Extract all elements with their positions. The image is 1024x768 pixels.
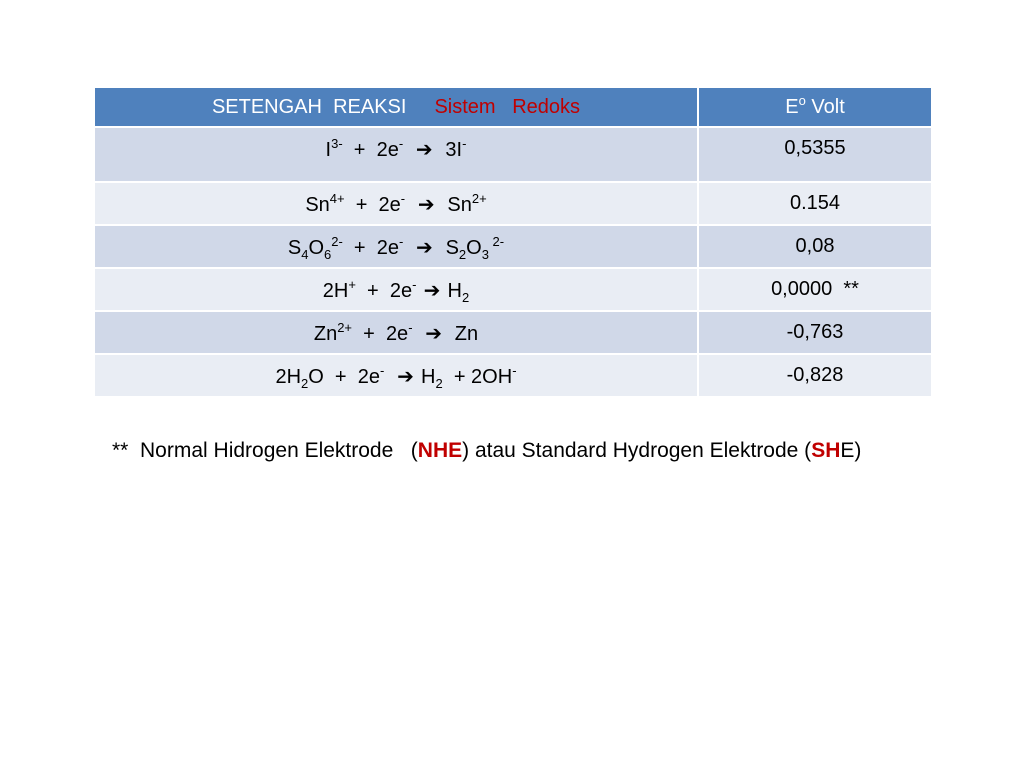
reaction-text: I: [325, 139, 332, 161]
reaction-text: O: [308, 237, 325, 259]
footnote-lead: ** Normal Hidrogen Elektrode (: [112, 439, 418, 462]
reaction-text: H: [421, 366, 436, 388]
potential-value: 0,5355: [698, 127, 932, 182]
reaction-text: S: [287, 237, 302, 259]
reaction-subscript: 3: [481, 247, 489, 262]
reaction-text: + 2e: [342, 139, 399, 161]
footnote-nhe: NHE: [417, 439, 463, 462]
reaction-cell: [94, 311, 698, 354]
redox-potential-table: [93, 86, 933, 398]
reaction-subscript: 2: [301, 376, 309, 391]
potential-value: 0,0000 **: [698, 268, 932, 311]
reaction-text: O + 2e: [308, 366, 380, 388]
reaction-cell: [94, 225, 698, 268]
reaction-superscript: -: [462, 136, 467, 151]
arrow-icon: ➔: [417, 194, 435, 216]
reaction-superscript: 2-: [488, 234, 505, 249]
arrow-icon: ➔: [397, 366, 414, 388]
table-row: [94, 127, 932, 182]
reaction-superscript: 2+: [337, 320, 353, 335]
reaction-superscript: -: [408, 320, 413, 335]
table-row: [94, 182, 932, 225]
reaction-text: S: [445, 237, 459, 259]
potential-value: -0,763: [698, 311, 932, 354]
reaction-superscript: -: [512, 363, 517, 378]
reaction-text: H: [447, 280, 462, 302]
arrow-icon: ➔: [425, 323, 443, 345]
reaction-subscript: 2: [458, 247, 467, 262]
reaction-superscript: -: [412, 277, 417, 292]
reaction-text: + 2e: [352, 323, 409, 345]
reaction-superscript: 2-: [331, 234, 343, 249]
arrow-icon: ➔: [423, 280, 441, 302]
header-redox-label: Sistem Redoks: [434, 95, 581, 118]
header-potential: [698, 87, 932, 127]
reaction-text: + 2e: [355, 280, 413, 302]
reaction-cell: [94, 182, 698, 225]
header-half-reaction-label: SETENGAH REAKSI: [211, 95, 407, 118]
reaction-cell: [94, 268, 698, 311]
arrow-icon: ➔: [416, 237, 433, 259]
header-e-superscript: o: [798, 92, 806, 108]
table-row: [94, 354, 932, 397]
reaction-text: Sn: [447, 194, 472, 216]
footnote-middle: ) atau Standard Hydrogen Elektrode (: [462, 439, 812, 462]
reaction-text: 2H: [322, 280, 349, 302]
reaction-text: Zn: [313, 323, 338, 345]
reaction-text: Zn: [454, 323, 479, 345]
table-row: [94, 311, 932, 354]
reaction-superscript: -: [400, 191, 406, 206]
footnote-tail: E): [840, 439, 862, 462]
potential-value: -0,828: [698, 354, 932, 397]
reaction-superscript: 3-: [331, 136, 343, 151]
reaction-subscript: 6: [324, 247, 332, 262]
reaction-subscript: 2: [435, 376, 443, 391]
reaction-superscript: 4+: [329, 191, 345, 206]
arrow-icon: ➔: [415, 139, 433, 161]
reaction-superscript: +: [348, 277, 356, 292]
table-row: [94, 225, 932, 268]
header-volt-label: Volt: [805, 95, 845, 118]
table-row: [94, 268, 932, 311]
reaction-text: 2H: [275, 366, 302, 388]
potential-value: 0,08: [698, 225, 932, 268]
reaction-subscript: 4: [301, 247, 309, 262]
reaction-superscript: -: [379, 363, 385, 378]
potential-value: 0.154: [698, 182, 932, 225]
footnote-sh: SH: [811, 439, 841, 462]
header-half-reaction: [94, 87, 698, 127]
reaction-text: + 2e: [342, 237, 399, 259]
reaction-text: 3I: [445, 139, 463, 161]
reaction-cell: [94, 354, 698, 397]
reaction-cell: [94, 127, 698, 182]
reaction-superscript: -: [398, 136, 404, 151]
footnote: [112, 439, 861, 463]
table-header-row: [94, 87, 932, 127]
header-e-symbol: E: [785, 95, 799, 118]
reaction-text: Sn: [305, 194, 330, 216]
reaction-subscript: 2: [462, 290, 470, 305]
reaction-text: O: [466, 237, 482, 259]
reaction-text: + 2e: [344, 194, 401, 216]
reaction-superscript: -: [398, 234, 404, 249]
reaction-text: + 2OH: [442, 366, 513, 388]
reaction-superscript: 2+: [471, 191, 487, 206]
